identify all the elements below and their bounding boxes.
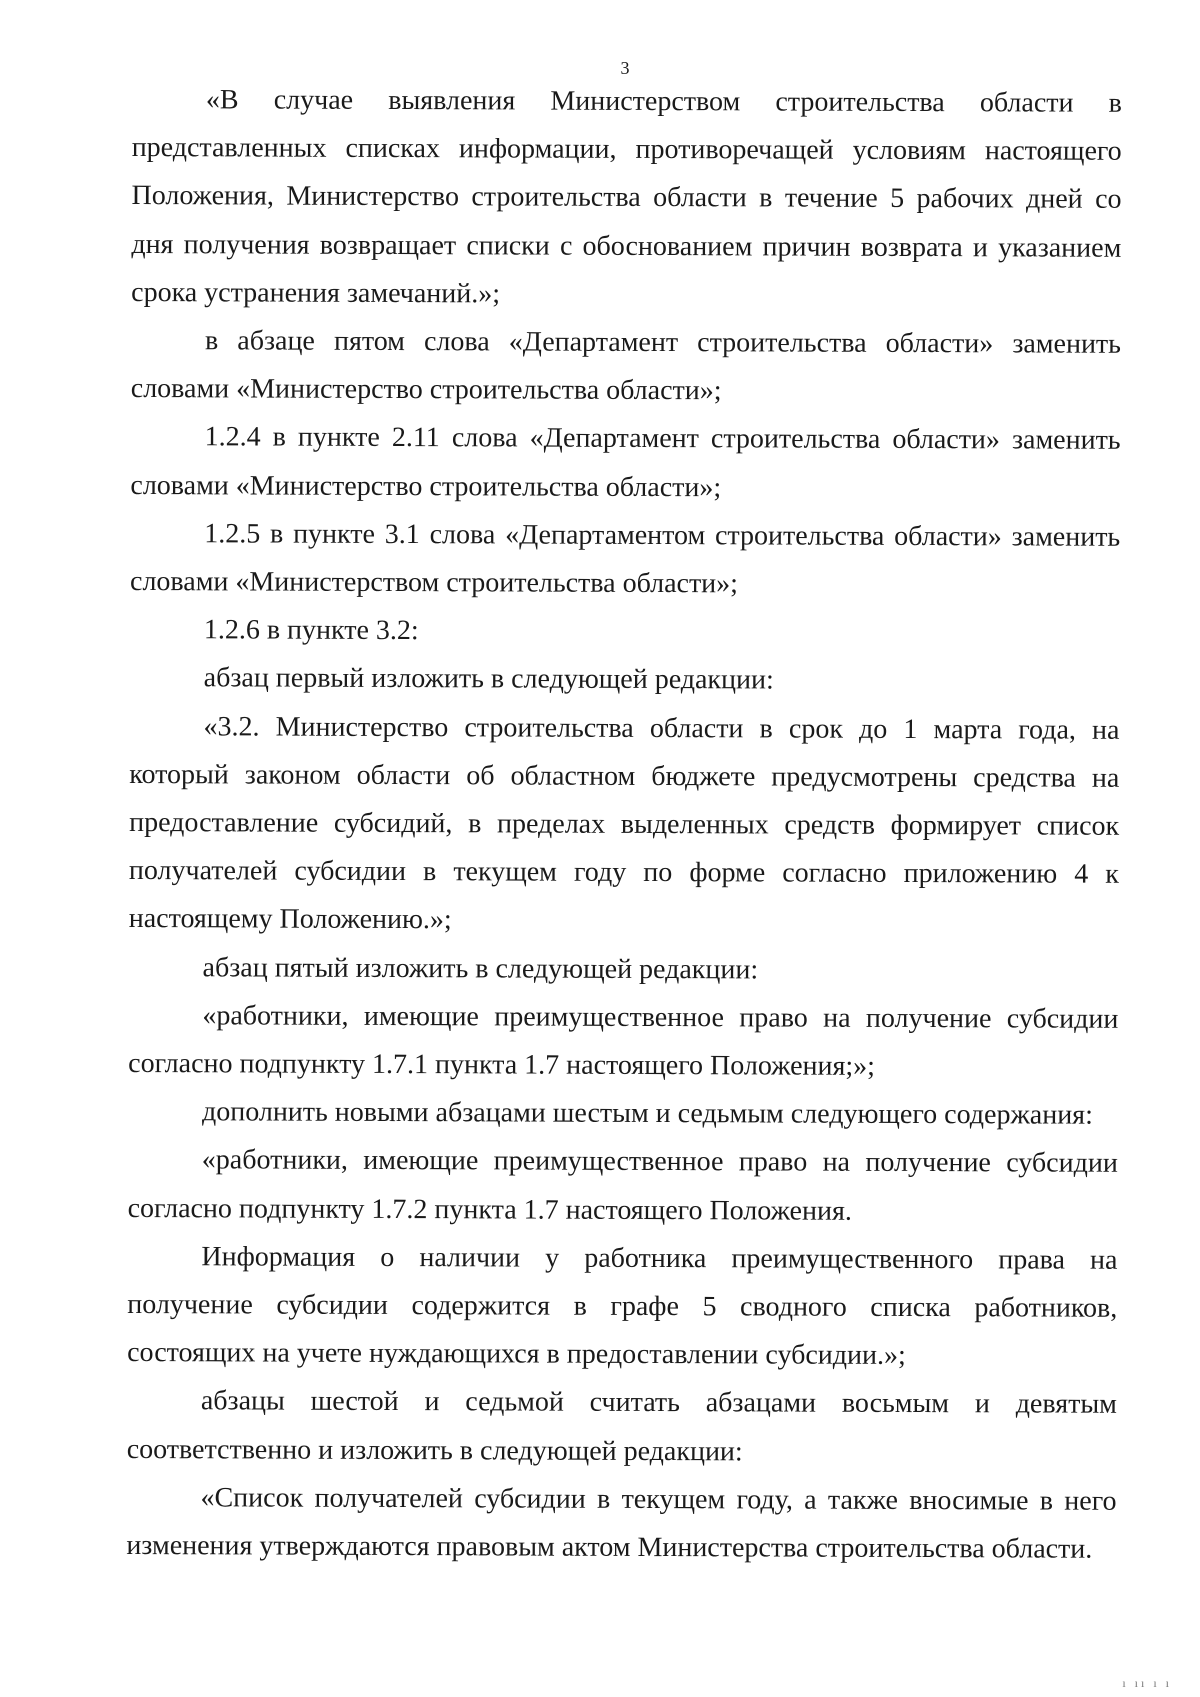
paragraph: «В случае выявления Министерством строительства области в представленных списках информации, противоречащей условиям настоящего Положения, Министерство строительства области в течение 5 рабочих дней со дня получения возвращает списки с обоснованием причин возврата и указанием срока устранения замечаний.»; [131, 84, 1122, 310]
paragraph: дополнить новыми абзацами шестым и седьмым следующего содержания: [201, 1096, 1093, 1131]
paragraph: абзац пятый изложить в следующей редакции: [202, 951, 759, 986]
paragraph: абзац первый изложить в следующей редакции: [203, 662, 774, 696]
paragraph: «работники, имеющие преимущественное право на получение субсидии согласно подпункту 1.7.2 пункта 1.7 настоящего Положения. [127, 1144, 1118, 1227]
paragraph: «работники, имеющие преимущественное право на получение субсидии согласно подпункту 1.7.1 пункта 1.7 настоящего Положения;»; [128, 1000, 1119, 1082]
paragraph: 1.2.5 в пункте 3.1 слова «Департаментом строительства области» заменить словами «Министерством строительства области»; [129, 518, 1121, 600]
scan-artifact: ı ıı ı ı [1122, 1676, 1172, 1690]
paragraph: 1.2.6 в пункте 3.2: [203, 614, 419, 647]
paragraph: Информация о наличии у работника преимущественного права на получение субсидии содержится в графе 5 сводного списка работников, состоящих на учете нуждающихся в предоставлении субсидии.»; [127, 1241, 1118, 1372]
page-number: 3 [620, 58, 630, 78]
paragraph: «Список получателей субсидии в текущем году, а также вносимые в него изменения утверждаются правовым актом Министерства строительства области. [126, 1482, 1117, 1565]
paragraph: «3.2. Министерство строительства области в срок до 1 марта года, на который законом области об областном бюджете предусмотрены средства на предоставление субсидий, в пределах выделенных средств формирует список получателей субсидии в текущем году по форме согласно приложению 4 к настоящему Положению.»; [128, 710, 1120, 936]
paragraph: абзацы шестой и седьмой считать абзацами восьмым и девятым соответственно и изложить в следующей редакции: [126, 1385, 1117, 1468]
paragraph: в абзаце пятом слова «Департамент строительства области» заменить словами «Министерство строительства области»; [130, 325, 1122, 407]
paragraph: 1.2.4 в пункте 2.11 слова «Департамент строительства области» заменить словами «Министерство строительства области»; [130, 421, 1121, 503]
document-body [126, 76, 1122, 1574]
